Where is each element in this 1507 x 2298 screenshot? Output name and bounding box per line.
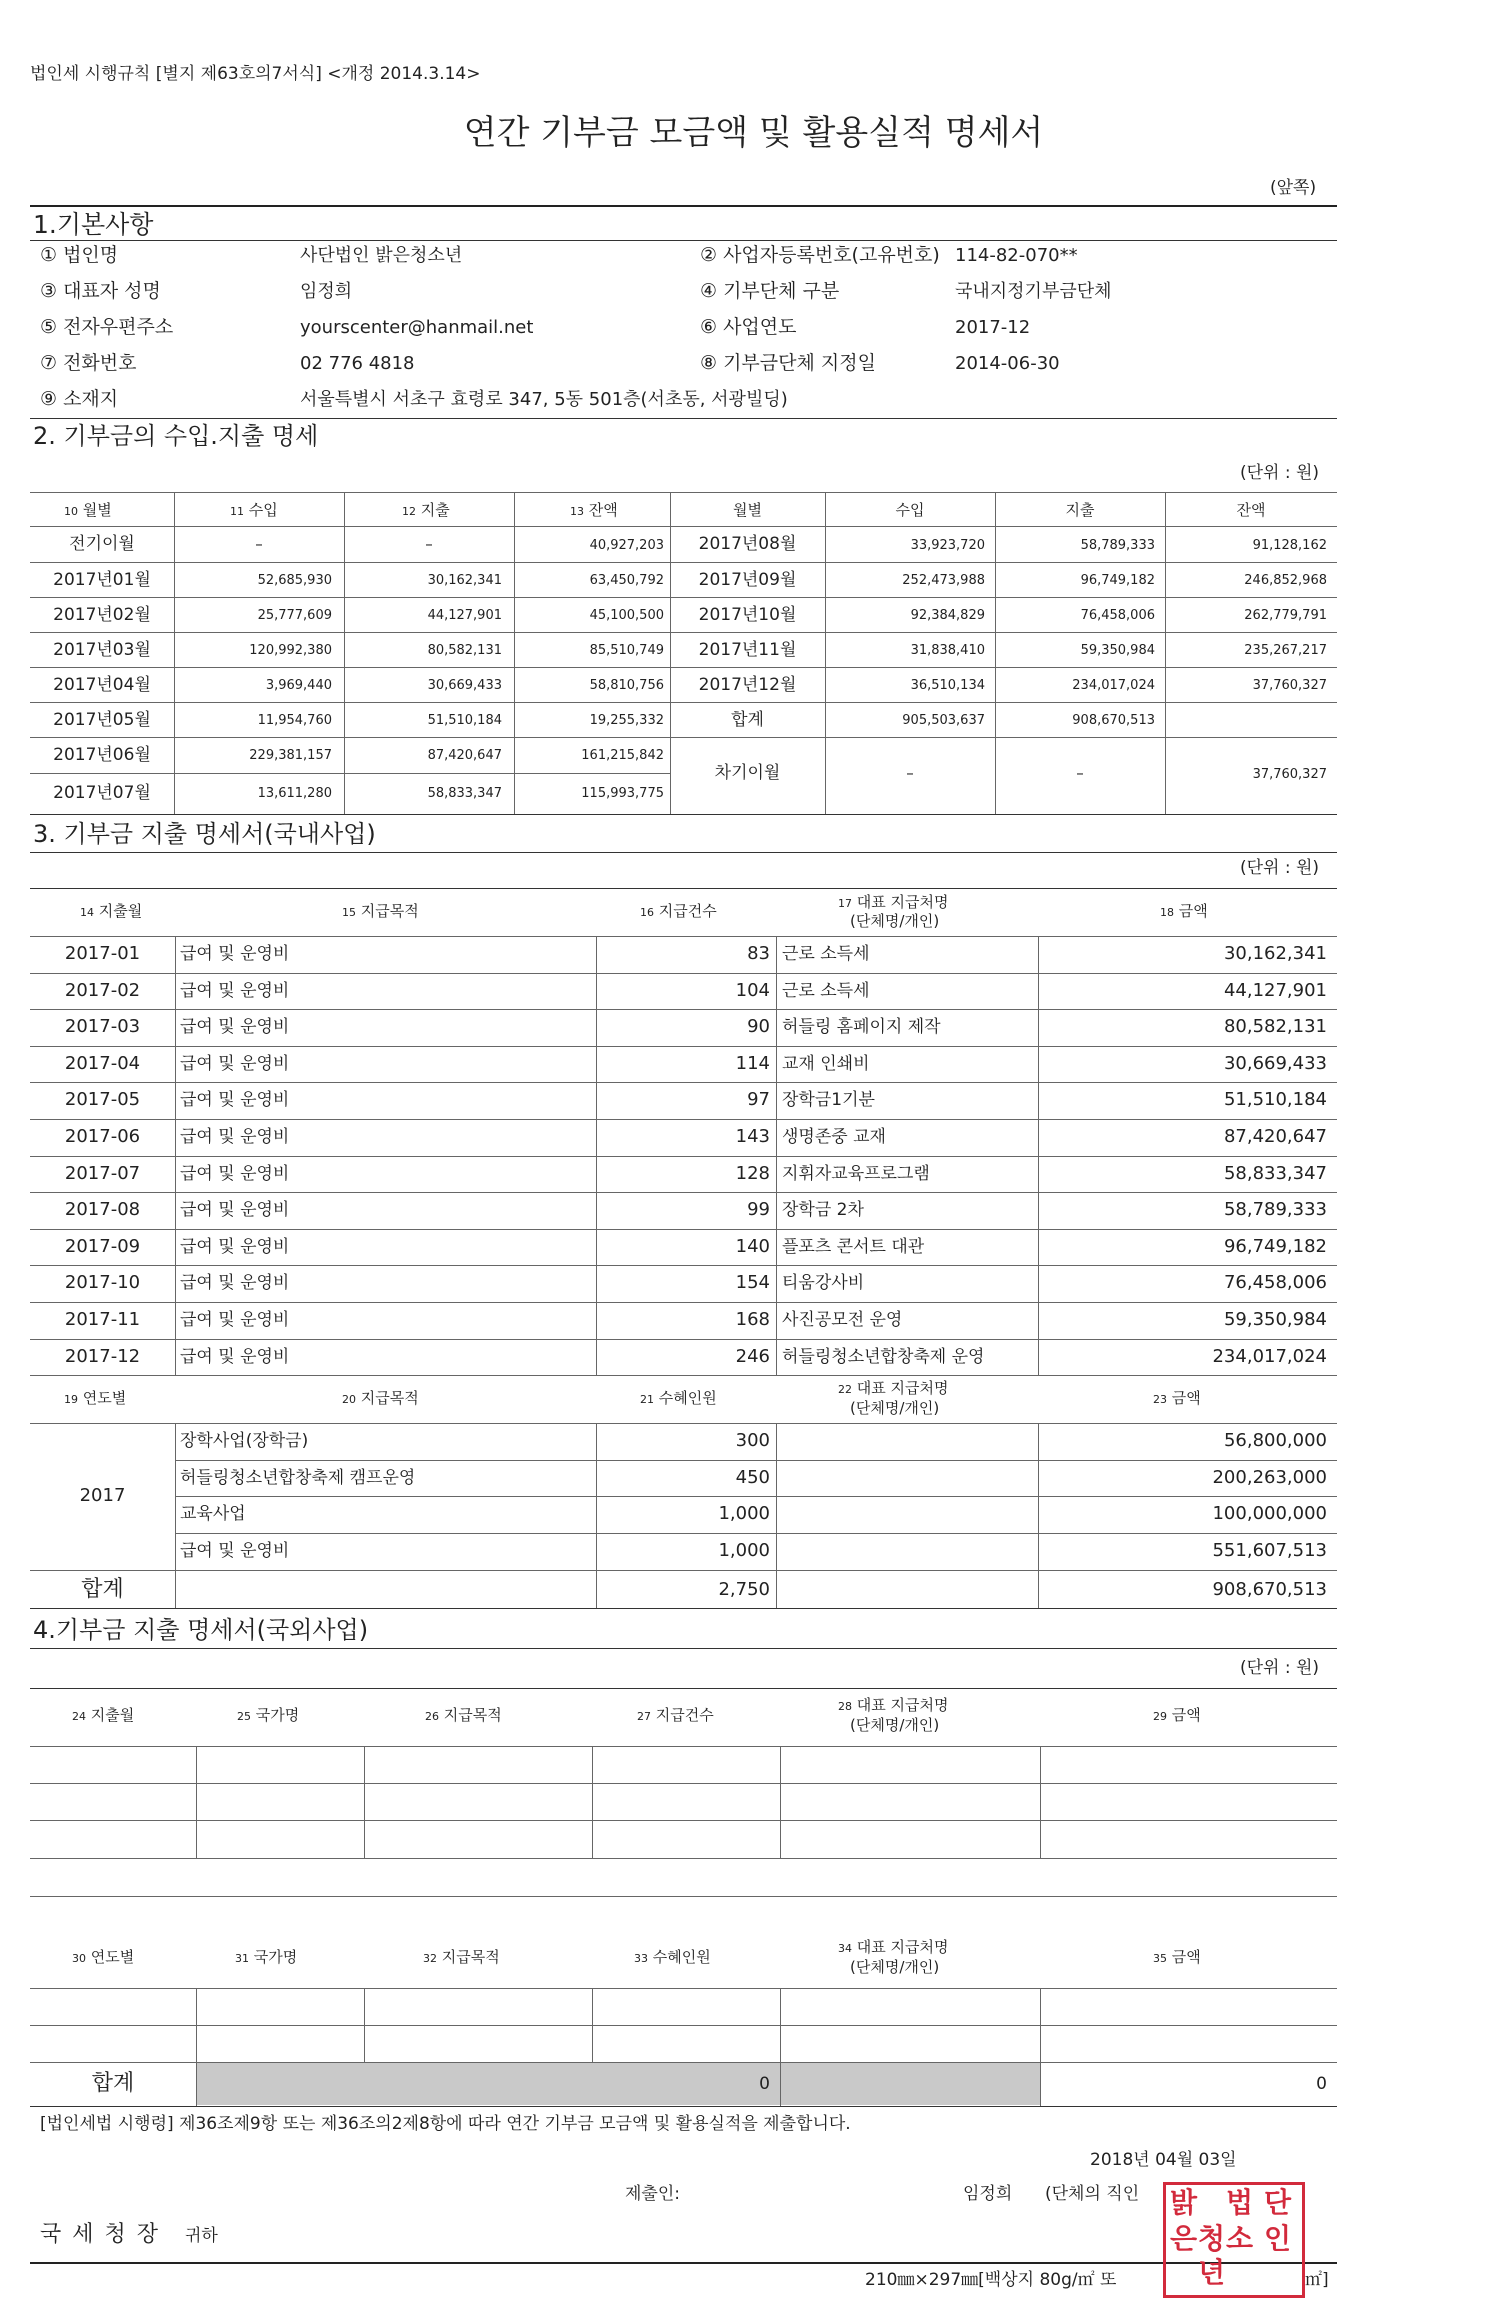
expense-value-cell: 80,582,131 [427, 643, 502, 658]
domestic-month-cell: 2017-07 [64, 1162, 141, 1184]
col-header-os-country2: 국가명 [253, 1948, 298, 1966]
recipient: 국 세 청 장 [40, 2222, 160, 2247]
value-donor-type: 국내지정기부금단체 [955, 281, 1112, 302]
year-people-cell: 1,000 [718, 1503, 770, 1525]
col-header-payee: 대표 지급처명 [856, 893, 949, 911]
os-total-amount: 0 [1316, 2074, 1327, 2094]
year-purpose-cell: 허들링청소년합창축제 캠프운영 [180, 1467, 416, 1488]
income-value-cell: 11,954,760 [257, 713, 332, 728]
year-purpose-cell: 급여 및 운영비 [180, 1541, 290, 1561]
expense-value-cell: 59,350,984 [1080, 643, 1155, 658]
domestic-month-cell: 2017-10 [64, 1272, 141, 1294]
income-month-cell: 2017년11월 [698, 640, 797, 660]
col-num-34: 34 [838, 1942, 852, 1955]
value-fiscal-year: 2017-12 [955, 317, 1031, 338]
balance-value-cell: 161,215,842 [581, 748, 664, 763]
income-month-cell: 2017년09월 [698, 570, 797, 590]
domestic-payee-cell: 장학금1기분 [782, 1090, 875, 1111]
income-month-cell: 2017년01월 [53, 570, 151, 590]
domestic-amount-cell: 30,669,433 [1223, 1052, 1327, 1074]
label-business-no: ② 사업자등록번호(고유번호) [700, 244, 940, 266]
income-value-cell: 120,992,380 [249, 643, 332, 658]
domestic-count-cell: 99 [747, 1199, 770, 1221]
balance-value-cell: 262,779,791 [1244, 608, 1327, 623]
col-header-income-right: 수입 [895, 501, 925, 519]
col-header-month-right: 월별 [733, 501, 762, 519]
col-header-os-month: 지출월 [90, 1706, 135, 1724]
income-month-cell: 2017년06월 [53, 745, 151, 765]
section-domestic-title: 3. 기부금 지출 명세서(국내사업) [33, 820, 376, 848]
balance-value-cell: 85,510,749 [589, 643, 664, 658]
domestic-month-cell: 2017-11 [64, 1309, 141, 1330]
col-num-30: 30 [72, 1952, 86, 1965]
domestic-amount-cell: 58,789,333 [1223, 1199, 1327, 1221]
domestic-payee-cell: 근로 소득세 [782, 944, 870, 964]
domestic-amount-cell: 51,510,184 [1223, 1089, 1327, 1111]
basic-rule [30, 240, 1337, 241]
col-header-os-purpose2: 지급목적 [441, 1948, 500, 1966]
domestic-count-cell: 154 [735, 1272, 770, 1294]
overseas-title-rule [30, 1648, 1337, 1649]
value-business-no: 114-82-070** [955, 245, 1078, 266]
col-header-year-purpose: 지급목적 [360, 1389, 419, 1408]
income-value-cell: 33,923,720 [910, 538, 985, 553]
domestic-amount-cell: 58,833,347 [1223, 1162, 1327, 1184]
domestic-month-cell: 2017-05 [64, 1089, 141, 1111]
col-num-33: 33 [634, 1952, 648, 1965]
year-amount-cell: 200,263,000 [1212, 1466, 1327, 1488]
domestic-amount-cell: 30,162,341 [1223, 943, 1327, 964]
domestic-month-cell: 2017-01 [64, 943, 141, 964]
income-month-cell: 2017년04월 [53, 675, 151, 695]
domestic-count-cell: 97 [747, 1089, 770, 1111]
submission-date: 2018년 04월 03일 [1090, 2150, 1237, 2170]
year-amount-cell: 551,607,513 [1212, 1540, 1327, 1561]
value-corp-name: 사단법인 밝은청소년 [300, 245, 463, 266]
col-header-os-country: 국가명 [255, 1706, 300, 1724]
domestic-payee-cell: 허들링청소년합창축제 운영 [782, 1346, 985, 1367]
col-num-20: 20 [342, 1393, 356, 1407]
domestic-month-cell: 2017-04 [64, 1052, 141, 1074]
expense-total-value: 908,670,513 [1072, 713, 1155, 728]
income-month-cell: 2017년12월 [698, 675, 797, 695]
organization-seal: 법 단 인 밝 은 청 소 년 [1163, 2182, 1305, 2298]
domestic-amount-cell: 87,420,647 [1223, 1126, 1327, 1147]
expense-value-cell: 30,669,433 [427, 678, 502, 693]
domestic-count-cell: 168 [735, 1309, 770, 1330]
col-num-28: 28 [838, 1700, 852, 1713]
income-value-cell: 252,473,988 [902, 573, 985, 588]
domestic-month-cell: 2017-12 [64, 1345, 141, 1367]
col-header-os-payee-sub: (단체명/개인) [850, 1716, 940, 1734]
submitter-label: 제출인: [625, 2184, 680, 2204]
col-num-12: 12 [402, 505, 416, 518]
section-income-title: 2. 기부금의 수입.지출 명세 [33, 422, 319, 450]
col-header-payee-sub: (단체명/개인) [850, 912, 940, 930]
income-value-cell: 52,685,930 [257, 573, 332, 588]
col-num-35: 35 [1153, 1952, 1167, 1965]
col-header-beneficiaries: 수혜인원 [658, 1389, 717, 1408]
domestic-month-cell: 2017-06 [64, 1126, 141, 1147]
expense-value-cell: 30,162,341 [427, 573, 502, 588]
domestic-title-rule [30, 852, 1337, 853]
header-rule [30, 205, 1337, 207]
label-address: ⑨ 소재지 [40, 388, 119, 410]
col-header-month: 월별 [82, 501, 112, 519]
domestic-purpose-cell: 급여 및 운영비 [180, 1236, 290, 1257]
expense-value-cell: 58,789,333 [1080, 538, 1155, 553]
income-month-cell: 2017년08월 [698, 534, 797, 554]
balance-value-cell: 63,450,792 [589, 573, 664, 588]
domestic-total-amount: 908,670,513 [1212, 1578, 1327, 1600]
os-total-shaded-payee [781, 2063, 1040, 2105]
col-num-19: 19 [64, 1393, 78, 1407]
col-num-21: 21 [640, 1393, 654, 1407]
domestic-purpose-cell: 급여 및 운영비 [180, 1346, 290, 1367]
expense-value-cell: 96,749,182 [1080, 573, 1155, 588]
carry-balance: 37,760,327 [1252, 767, 1327, 782]
balance-value-cell: 246,852,968 [1244, 573, 1327, 588]
domestic-payee-cell: 근로 소득세 [782, 980, 870, 1001]
carry-forward-label: 차기이월 [714, 763, 781, 783]
year-amount-cell: 100,000,000 [1212, 1503, 1327, 1525]
domestic-payee-cell: 허들링 홈페이지 제작 [782, 1017, 941, 1038]
balance-value-cell: 45,100,500 [589, 608, 664, 623]
col-header-os-count: 지급건수 [655, 1706, 714, 1724]
domestic-payee-cell: 교재 인쇄비 [782, 1053, 870, 1074]
income-value-cell: 229,381,157 [249, 748, 332, 763]
carry-income: – [906, 764, 914, 782]
domestic-count-cell: 83 [747, 943, 770, 964]
col-num-31: 31 [235, 1952, 249, 1965]
income-month-cell: 2017년05월 [53, 710, 151, 730]
col-header-amount: 금액 [1178, 902, 1208, 920]
domestic-amount-cell: 234,017,024 [1212, 1345, 1327, 1367]
col-header-pay-month: 지출월 [98, 902, 143, 920]
col-num-11: 11 [230, 505, 244, 518]
label-phone: ⑦ 전화번호 [40, 352, 137, 374]
domestic-purpose-cell: 급여 및 운영비 [180, 1090, 290, 1111]
col-header-expense-right: 지출 [1065, 501, 1095, 519]
col-header-os-payee2: 대표 지급처명 [856, 1938, 949, 1956]
domestic-count-cell: 104 [735, 979, 770, 1001]
domestic-count-cell: 246 [735, 1345, 770, 1367]
balance-value-cell: 37,760,327 [1252, 678, 1327, 693]
col-header-balance: 잔액 [588, 501, 618, 519]
domestic-purpose-cell: 급여 및 운영비 [180, 1163, 290, 1184]
domestic-amount-cell: 80,582,131 [1223, 1016, 1327, 1038]
col-header-purpose: 지급목적 [360, 902, 419, 920]
col-header-income: 수입 [248, 501, 278, 519]
overseas-unit: (단위 : 원) [1240, 1658, 1320, 1678]
domestic-purpose-cell: 급여 및 운영비 [180, 1053, 290, 1074]
label-email: ⑤ 전자우편주소 [40, 316, 174, 338]
value-representative: 임정희 [300, 281, 353, 302]
year-people-cell: 300 [735, 1430, 770, 1452]
col-header-year: 연도별 [82, 1389, 127, 1408]
value-designation-date: 2014-06-30 [955, 353, 1060, 374]
footer-rule [30, 2262, 1337, 2264]
expense-value-cell: 51,510,184 [427, 713, 502, 728]
expense-value-cell: 58,833,347 [427, 786, 502, 801]
submission-statement: [법인세법 시행령] 제36조제9항 또는 제36조의2제8항에 따라 연간 기부금 모금액 및 활용실적을 제출합니다. [40, 2114, 851, 2134]
domestic-purpose-cell: 급여 및 운영비 [180, 1200, 290, 1221]
section-overseas-title: 4.기부금 지출 명세서(국외사업) [33, 1616, 369, 1644]
overseas-table [30, 1688, 1337, 2108]
col-header-os-year: 연도별 [90, 1948, 135, 1966]
income-table [30, 492, 1337, 814]
col-num-18: 18 [1160, 906, 1174, 919]
year-cell: 2017 [79, 1485, 126, 1507]
domestic-purpose-cell: 급여 및 운영비 [180, 1127, 290, 1147]
income-value-cell: 13,611,280 [257, 786, 332, 801]
label-corp-name: ① 법인명 [40, 244, 119, 266]
income-value-cell: 3,969,440 [265, 678, 332, 693]
col-num-22: 22 [838, 1383, 852, 1397]
domestic-month-cell: 2017-03 [64, 1016, 141, 1038]
domestic-unit: (단위 : 원) [1240, 858, 1320, 878]
col-num-10: 10 [64, 505, 78, 518]
label-representative: ③ 대표자 성명 [40, 280, 161, 302]
submitter-name: 임정희 [963, 2184, 1013, 2204]
income-value-cell: 31,838,410 [910, 643, 985, 658]
regulation-reference: 법인세 시행규칙 [별지 제63호의7서식] <개정 2014.3.14> [30, 64, 481, 84]
col-header-os-people: 수혜인원 [652, 1948, 711, 1966]
carry-expense: – [1076, 764, 1084, 782]
domestic-payee-cell: 사진공모전 운영 [782, 1310, 903, 1330]
col-header-expense: 지출 [420, 501, 450, 519]
os-total-people: 0 [759, 2074, 770, 2094]
year-people-cell: 1,000 [718, 1540, 770, 1561]
expense-value-cell: 76,458,006 [1080, 608, 1155, 623]
balance-value-cell: 58,810,756 [589, 678, 664, 693]
col-num-25: 25 [237, 1710, 251, 1723]
col-header-year-payee: 대표 지급처명 [856, 1379, 949, 1398]
balance-value-cell: 19,255,332 [589, 713, 664, 728]
label-donor-type: ④ 기부단체 구분 [700, 280, 840, 302]
domestic-total-label: 합계 [81, 1576, 124, 1602]
value-phone: 02 776 4818 [300, 353, 415, 374]
col-header-year-amount: 금액 [1171, 1389, 1201, 1408]
col-num-13: 13 [570, 505, 584, 518]
col-num-15: 15 [342, 906, 356, 919]
paper-spec: 210㎜×297㎜[백상지 80g/㎡ 또 [865, 2270, 1117, 2290]
income-month-cell: 전기이월 [69, 534, 135, 554]
domestic-payee-cell: 티움강사비 [782, 1273, 865, 1294]
label-fiscal-year: ⑥ 사업연도 [700, 316, 797, 338]
domestic-count-cell: 128 [735, 1162, 770, 1184]
income-month-cell: 2017년02월 [53, 605, 151, 625]
seal-note: (단체의 직인 [1045, 2184, 1140, 2204]
domestic-amount-cell: 59,350,984 [1223, 1309, 1327, 1330]
col-header-pay-count: 지급건수 [658, 902, 717, 920]
label-designation-date: ⑧ 기부금단체 지정일 [700, 352, 876, 374]
col-num-26: 26 [425, 1710, 439, 1723]
domestic-payee-cell: 장학금 2차 [782, 1200, 864, 1221]
year-purpose-cell: 교육사업 [180, 1504, 246, 1525]
col-num-29: 29 [1153, 1710, 1167, 1723]
income-month-cell: 2017년03월 [53, 640, 151, 660]
page-side-label: (앞쪽) [1270, 178, 1317, 198]
domestic-month-cell: 2017-09 [64, 1235, 141, 1257]
domestic-month-cell: 2017-02 [64, 979, 141, 1001]
domestic-month-cell: 2017-08 [64, 1199, 141, 1221]
domestic-purpose-cell: 급여 및 운영비 [180, 944, 290, 964]
income-month-cell: 2017년07월 [53, 783, 151, 803]
recipient-suffix: 귀하 [185, 2226, 218, 2246]
expense-value-cell: 87,420,647 [427, 748, 502, 763]
col-header-os-purpose: 지급목적 [443, 1706, 502, 1724]
col-header-os-payee2-sub: (단체명/개인) [850, 1958, 940, 1976]
col-num-14: 14 [80, 906, 94, 919]
balance-value-cell: 115,993,775 [581, 786, 664, 801]
balance-value-cell: 40,927,203 [589, 538, 664, 553]
paper-spec-end: ㎡] [1305, 2270, 1329, 2290]
expense-value-cell: 234,017,024 [1072, 678, 1155, 693]
col-header-os-payee: 대표 지급처명 [856, 1696, 949, 1714]
col-header-year-payee-sub: (단체명/개인) [850, 1399, 940, 1418]
col-header-os-amount: 금액 [1171, 1706, 1201, 1724]
domestic-purpose-cell: 급여 및 운영비 [180, 1017, 290, 1038]
domestic-payee-cell: 플포츠 콘서트 대관 [782, 1236, 925, 1257]
income-unit: (단위 : 원) [1240, 463, 1320, 483]
domestic-purpose-cell: 급여 및 운영비 [180, 980, 290, 1001]
domestic-payee-cell: 생명존중 교재 [782, 1127, 886, 1147]
col-num-23: 23 [1153, 1393, 1167, 1407]
section-basic-title: 1.기본사항 [33, 210, 154, 239]
col-num-17: 17 [838, 897, 852, 910]
domestic-amount-cell: 44,127,901 [1223, 979, 1327, 1001]
income-value-cell: 92,384,829 [910, 608, 985, 623]
domestic-amount-cell: 76,458,006 [1223, 1272, 1327, 1294]
col-header-os-amount2: 금액 [1171, 1948, 1201, 1966]
domestic-count-cell: 143 [735, 1126, 770, 1147]
balance-value-cell: 235,267,217 [1244, 643, 1327, 658]
expense-value-cell: 44,127,901 [427, 608, 502, 623]
col-num-16: 16 [640, 906, 654, 919]
col-header-balance-right: 잔액 [1236, 501, 1266, 519]
domestic-payee-cell: 지휘자교육프로그램 [782, 1163, 930, 1184]
income-value-cell: 25,777,609 [257, 608, 332, 623]
col-num-24: 24 [72, 1710, 86, 1723]
expense-value-cell: – [425, 535, 433, 553]
domestic-table [30, 888, 1337, 1615]
basic-bottom-rule [30, 418, 1337, 419]
col-num-27: 27 [637, 1710, 651, 1723]
domestic-count-cell: 90 [747, 1016, 770, 1038]
year-people-cell: 450 [735, 1466, 770, 1488]
year-purpose-cell: 장학사업(장학금) [180, 1431, 309, 1452]
domestic-total-people: 2,750 [718, 1578, 770, 1600]
income-total-value: 905,503,637 [902, 713, 985, 728]
balance-value-cell: 91,128,162 [1252, 538, 1327, 553]
value-email: yourscenter@hanmail.net [300, 317, 534, 338]
domestic-purpose-cell: 급여 및 운영비 [180, 1310, 290, 1330]
domestic-count-cell: 140 [735, 1235, 770, 1257]
year-amount-cell: 56,800,000 [1223, 1430, 1327, 1452]
col-num-32: 32 [423, 1952, 437, 1965]
os-total-label: 합계 [91, 2071, 135, 2096]
income-value-cell: 36,510,134 [910, 678, 985, 693]
page-title: 연간 기부금 모금액 및 활용실적 명세서 [463, 113, 1044, 153]
income-total-label: 합계 [731, 710, 764, 730]
income-month-cell: 2017년10월 [698, 605, 797, 625]
value-address: 서울특별시 서초구 효령로 347, 5동 501층(서초동, 서광빌딩) [300, 389, 788, 410]
income-value-cell: – [255, 535, 263, 553]
domestic-count-cell: 114 [735, 1052, 770, 1074]
domestic-purpose-cell: 급여 및 운영비 [180, 1273, 290, 1294]
domestic-amount-cell: 96,749,182 [1223, 1235, 1327, 1257]
